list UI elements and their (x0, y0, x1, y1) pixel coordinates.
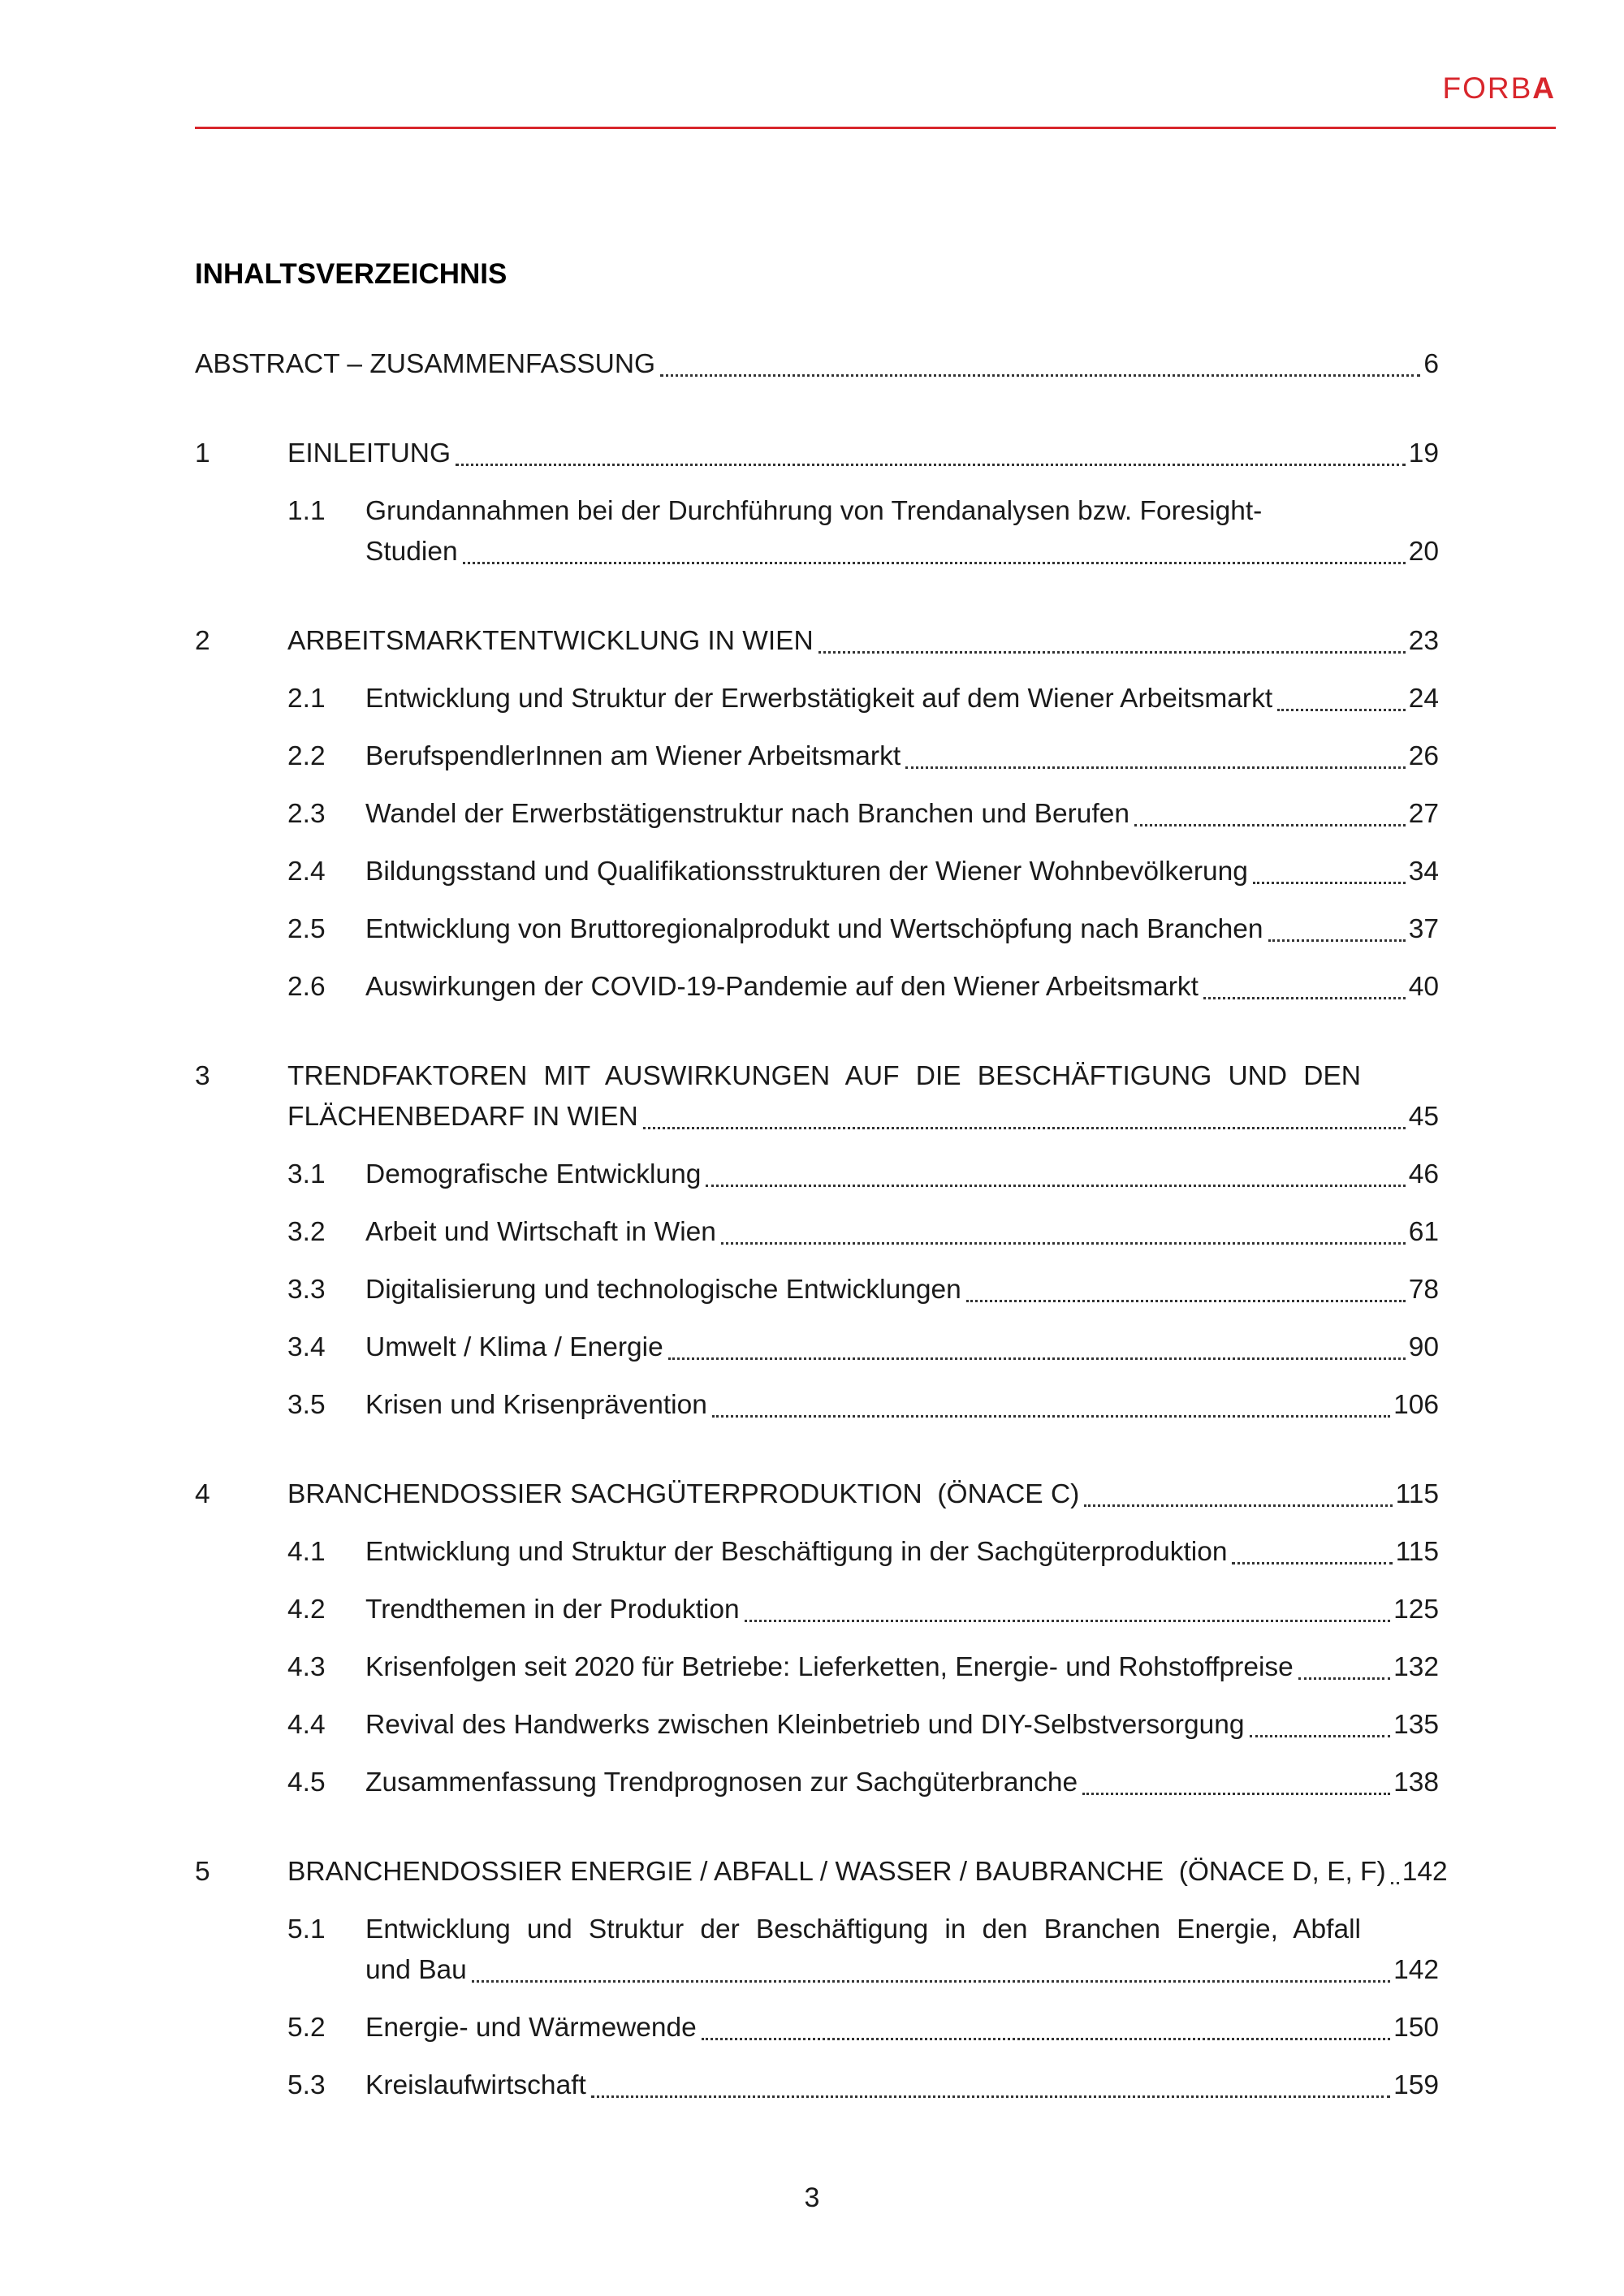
toc-entry-5-3[interactable]: 5.3 Kreislaufwirtschaft 159 (287, 2070, 1439, 2100)
toc-entry-2-5[interactable]: 2.5 Entwicklung von Bruttoregionalprodukt und Wertschöpfung nach Branchen 37 (287, 914, 1439, 944)
leader-dots (660, 374, 1420, 377)
forba-logo: FORBA (1442, 71, 1556, 105)
toc-entry-4-5[interactable]: 4.5 Zusammenfassung Trendprognosen zur Sachgüterbranche 138 (287, 1767, 1439, 1798)
toc-entry-3[interactable]: 3 TRENDFAKTOREN MIT AUSWIRKUNGEN AUF DIE BESCHÄFTIGUNG UND DEN FLÄCHENBEDARF IN WIEN 45 (195, 1061, 1439, 1132)
table-of-contents (195, 344, 1448, 2106)
toc-entry-3-1[interactable]: 3.1 Demografische Entwicklung 46 (287, 1159, 1439, 1189)
toc-page-number: 6 (1423, 349, 1439, 379)
header-rule (195, 127, 1556, 129)
toc-entry-4-4[interactable]: 4.4 Revival des Handwerks zwischen Kleinbetrieb und DIY-Selbstversorgung 135 (287, 1710, 1439, 1740)
toc-entry-4-1[interactable]: 4.1 Entwicklung und Struktur der Beschäftigung in der Sachgüterproduktion 115 (287, 1537, 1439, 1567)
toc-entry-2-6[interactable]: 2.6 Auswirkungen der COVID-19-Pandemie auf den Wiener Arbeitsmarkt 40 (287, 972, 1439, 1002)
toc-entry-2-4[interactable]: 2.4 Bildungsstand und Qualifikationsstrukturen der Wiener Wohnbevölkerung 34 (287, 857, 1439, 887)
toc-entry-3-5[interactable]: 3.5 Krisen und Krisenprävention 106 (287, 1390, 1439, 1420)
toc-entry-1-1[interactable]: 1.1 Grundannahmen bei der Durchführung von Trendanalysen bzw. Foresight- Studien 20 (287, 496, 1439, 567)
toc-entry-abstract[interactable]: ABSTRACT – ZUSAMMENFASSUNG 6 (195, 344, 1439, 385)
toc-entry-5-2[interactable]: 5.2 Energie- und Wärmewende 150 (287, 2013, 1439, 2043)
page-number: 3 (804, 2182, 820, 2213)
toc-entry-2[interactable]: 2 ARBEITSMARKTENTWICKLUNG IN WIEN 23 (195, 626, 1439, 656)
toc-entry-4-2[interactable]: 4.2 Trendthemen in der Produktion 125 (287, 1595, 1439, 1625)
toc-entry-3-2[interactable]: 3.2 Arbeit und Wirtschaft in Wien 61 (287, 1217, 1439, 1247)
toc-entry-4[interactable]: 4 BRANCHENDOSSIER SACHGÜTERPRODUKTION (ÖNACE C) 115 (195, 1479, 1439, 1509)
toc-entry-4-3[interactable]: 4.3 Krisenfolgen seit 2020 für Betriebe: Lieferketten, Energie- und Rohstoffpreise 132 (287, 1652, 1439, 1682)
toc-entry-3-4[interactable]: 3.4 Umwelt / Klima / Energie 90 (287, 1332, 1439, 1362)
toc-heading: INHALTSVERZEICHNIS (195, 258, 508, 290)
toc-entry-1[interactable]: 1 EINLEITUNG 19 (195, 438, 1439, 468)
toc-entry-5-1[interactable]: 5.1 Entwicklung und Struktur der Beschäftigung in den Branchen Energie, Abfall und Bau 142 (287, 1914, 1439, 1985)
toc-entry-3-3[interactable]: 3.3 Digitalisierung und technologische Entwicklungen 78 (287, 1275, 1439, 1305)
toc-entry-5[interactable]: 5 BRANCHENDOSSIER ENERGIE / ABFALL / WASSER / BAUBRANCHE (ÖNACE D, E, F) 142 (195, 1857, 1448, 1887)
toc-entry-2-1[interactable]: 2.1 Entwicklung und Struktur der Erwerbstätigkeit auf dem Wiener Arbeitsmarkt 24 (287, 684, 1439, 714)
toc-entry-2-3[interactable]: 2.3 Wandel der Erwerbstätigenstruktur nach Branchen und Berufen 27 (287, 799, 1439, 829)
toc-entry-2-2[interactable]: 2.2 BerufspendlerInnen am Wiener Arbeitsmarkt 26 (287, 741, 1439, 771)
